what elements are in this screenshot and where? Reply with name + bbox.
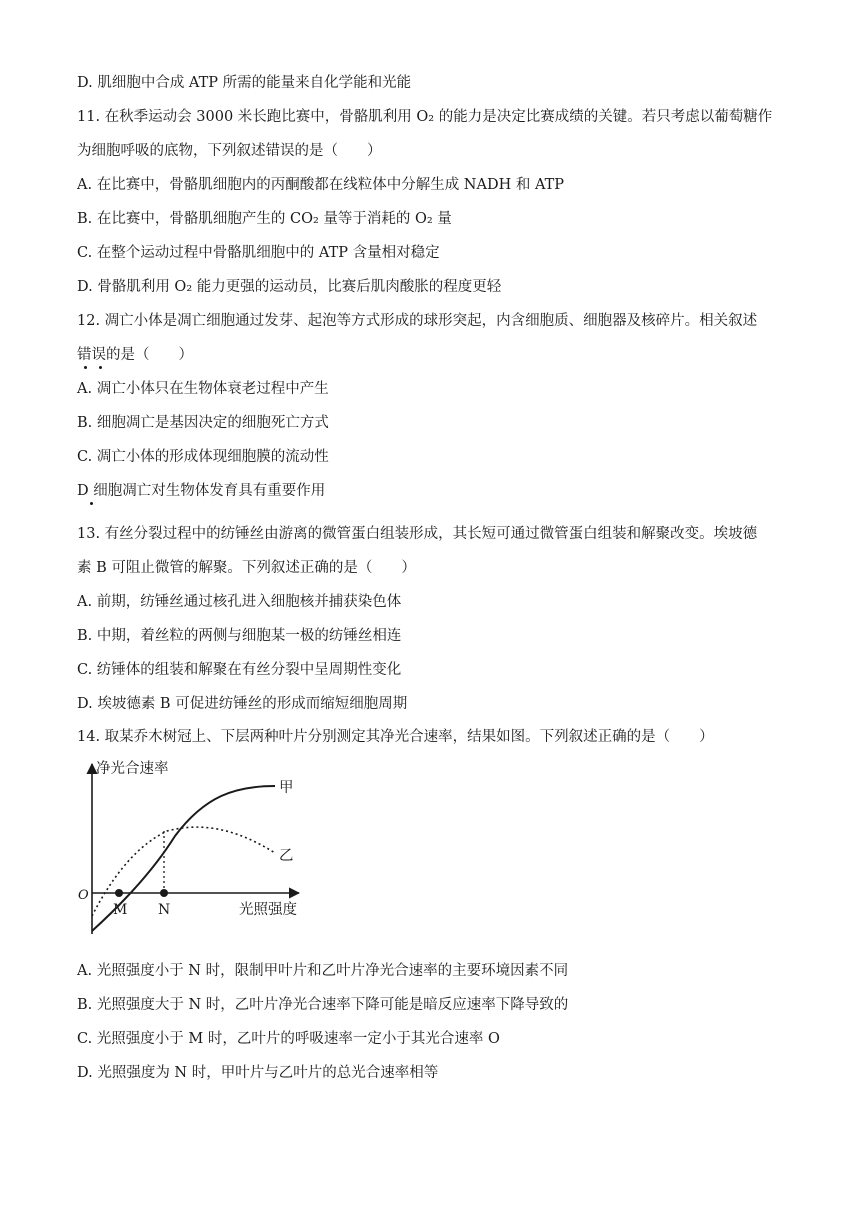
series-jia-label: 甲 (279, 780, 294, 796)
q11-option-b: B. 在比赛中，骨骼肌细胞产生的 CO₂ 量等于消耗的 O₂ 量 (77, 211, 452, 227)
q12-stem-line1: 12. 凋亡小体是凋亡细胞通过发芽、起泡等方式形成的球形突起，内含细胞质、细胞器及核碎片。相关叙述 (77, 313, 758, 329)
emphasis-dot (84, 366, 87, 369)
emphasis-dot (90, 502, 93, 505)
light-intensity-chart (75, 756, 315, 946)
q11-option-d: D. 骨骼肌利用 O₂ 能力更强的运动员，比赛后肌肉酸胀的程度更轻 (77, 279, 502, 295)
q13-option-c: C. 纺锤体的组装和解聚在有丝分裂中呈周期性变化 (77, 662, 402, 678)
q10-option-d: D. 肌细胞中合成 ATP 所需的能量来自化学能和光能 (77, 75, 412, 91)
q14-option-a: A. 光照强度小于 N 时，限制甲叶片和乙叶片净光合速率的主要环境因素不同 (77, 963, 569, 979)
q12-option-b: B. 细胞凋亡是基因决定的细胞死亡方式 (77, 415, 329, 431)
point-n (160, 889, 168, 897)
emphasis-dot (99, 366, 102, 369)
q11-option-a: A. 在比赛中，骨骼肌细胞内的丙酮酸都在线粒体中分解生成 NADH 和 ATP (77, 177, 565, 193)
q13-stem-line2: 素 B 可阻止微管的解聚。下列叙述正确的是（ ） (77, 560, 416, 576)
point-m (115, 889, 123, 897)
q13-option-a: A. 前期，纺锤丝通过核孔进入细胞核并捕获染色体 (77, 594, 402, 610)
q11-stem-line2: 为细胞呼吸的底物，下列叙述错误的是（ ） (77, 143, 382, 159)
x-axis-label: 光照强度 (239, 902, 297, 918)
origin-label: O (78, 888, 89, 903)
q14-option-c: C. 光照强度小于 M 时，乙叶片的呼吸速率一定小于其光合速率 O (77, 1031, 500, 1047)
q12-option-a: A. 凋亡小体只在生物体衰老过程中产生 (77, 381, 329, 397)
q14-option-b: B. 光照强度大于 N 时，乙叶片净光合速率下降可能是暗反应速率下降导致的 (77, 997, 569, 1013)
q12-stem-line2: 错误的是（ ） (77, 347, 193, 363)
q13-option-b: B. 中期，着丝粒的两侧与细胞某一极的纺锤丝相连 (77, 628, 402, 644)
q12-option-d: D 细胞凋亡对生物体发育具有重要作用 (77, 483, 326, 499)
x-mark-n: N (158, 902, 171, 918)
x-mark-m: M (113, 902, 128, 918)
q12-option-c: C. 凋亡小体的形成体现细胞膜的流动性 (77, 449, 329, 465)
q13-option-d: D. 埃坡德素 B 可促进纺锤丝的形成而缩短细胞周期 (77, 696, 408, 712)
y-axis-label: 净光合速率 (96, 761, 169, 777)
q11-stem-line1: 11. 在秋季运动会 3000 米长跑比赛中，骨骼肌利用 O₂ 的能力是决定比赛成绩的关键。若只考虑以葡萄糖作 (77, 109, 773, 125)
series-yi-label: 乙 (279, 848, 294, 864)
q14-stem: 14. 取某乔木树冠上、下层两种叶片分别测定其净光合速率，结果如图。下列叙述正确的是（ ） (77, 729, 714, 745)
q11-option-c: C. 在整个运动过程中骨骼肌细胞中的 ATP 含量相对稳定 (77, 245, 440, 261)
q14-option-d: D. 光照强度为 N 时，甲叶片与乙叶片的总光合速率相等 (77, 1065, 439, 1081)
q13-stem-line1: 13. 有丝分裂过程中的纺锤丝由游离的微管蛋白组装形成，其长短可通过微管蛋白组装和解聚改变。埃坡德 (77, 526, 758, 542)
